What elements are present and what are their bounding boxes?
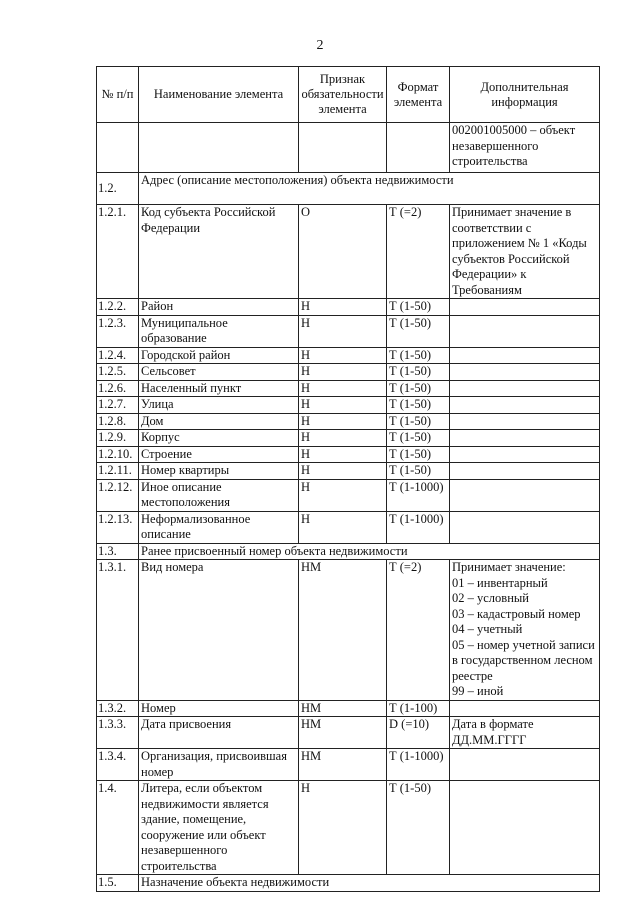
row-format: Т (1-50) xyxy=(387,413,450,430)
row-required: Н xyxy=(299,364,387,381)
table-row xyxy=(97,205,600,299)
row-format: Т (1-50) xyxy=(387,364,450,381)
table-header-row xyxy=(97,67,600,123)
row-name: Литера, если объектом недвижимости является здание, помещение, сооружение или объект незавершенного строительства xyxy=(139,781,299,875)
info-line: 04 – учетный xyxy=(452,622,523,636)
row-required xyxy=(299,123,387,173)
row-format: Т (1-50) xyxy=(387,463,450,480)
table-row xyxy=(97,123,600,173)
row-info xyxy=(450,397,600,414)
row-num: 1.2. xyxy=(97,173,139,205)
row-format: Т (1-50) xyxy=(387,347,450,364)
row-required: Н xyxy=(299,413,387,430)
section-title: Ранее присвоенный номер объекта недвижимости xyxy=(139,543,600,560)
row-name: Номер xyxy=(139,700,299,717)
table-row xyxy=(97,511,600,543)
table-row xyxy=(97,749,600,781)
row-info xyxy=(450,299,600,316)
info-line: Принимает значение: xyxy=(452,560,566,574)
row-num: 1.3.4. xyxy=(97,749,139,781)
row-name: Улица xyxy=(139,397,299,414)
info-line: 03 – кадастровый номер xyxy=(452,606,581,621)
row-num: 1.3. xyxy=(97,543,139,560)
row-format: Т (1-1000) xyxy=(387,479,450,511)
row-name: Номер квартиры xyxy=(139,463,299,480)
row-name: Иное описание местоположения xyxy=(139,479,299,511)
row-info xyxy=(450,380,600,397)
row-format: Т (1-50) xyxy=(387,781,450,875)
row-num: 1.2.11. xyxy=(97,463,139,480)
row-format: Т (=2) xyxy=(387,560,450,701)
row-num: 1.2.3. xyxy=(97,315,139,347)
row-required: Н xyxy=(299,397,387,414)
row-info xyxy=(450,781,600,875)
row-name: Строение xyxy=(139,446,299,463)
row-required: Н xyxy=(299,511,387,543)
table-row xyxy=(97,781,600,875)
table-row xyxy=(97,700,600,717)
row-num: 1.2.12. xyxy=(97,479,139,511)
row-required: Н xyxy=(299,463,387,480)
row-name: Район xyxy=(139,299,299,316)
page-number: 2 xyxy=(316,38,324,53)
row-required: НМ xyxy=(299,749,387,781)
row-name xyxy=(139,123,299,173)
row-num: 1.3.2. xyxy=(97,700,139,717)
row-format: Т (1-50) xyxy=(387,446,450,463)
info-line: 02 – условный xyxy=(452,591,529,605)
table-row xyxy=(97,430,600,447)
row-format: Т (1-1000) xyxy=(387,749,450,781)
row-required: Н xyxy=(299,446,387,463)
row-num: 1.2.13. xyxy=(97,511,139,543)
row-format: D (=10) xyxy=(387,717,450,749)
row-num: 1.2.7. xyxy=(97,397,139,414)
row-info xyxy=(450,463,600,480)
row-num: 1.2.10. xyxy=(97,446,139,463)
row-num: 1.2.2. xyxy=(97,299,139,316)
row-required: Н xyxy=(299,299,387,316)
info-line: 01 – инвентарный xyxy=(452,575,548,590)
row-format: Т (1-50) xyxy=(387,430,450,447)
row-info: Дата в формате ДД.ММ.ГГГГ xyxy=(450,717,600,749)
row-num: 1.3.3. xyxy=(97,717,139,749)
row-info xyxy=(450,315,600,347)
row-format: Т (1-50) xyxy=(387,397,450,414)
table-row xyxy=(97,315,600,347)
row-name: Код субъекта Российской Федерации xyxy=(139,205,299,299)
row-info xyxy=(450,430,600,447)
table-row xyxy=(97,347,600,364)
row-num: 1.2.1. xyxy=(97,205,139,299)
row-name: Дата присвоения xyxy=(139,717,299,749)
table-row xyxy=(97,463,600,480)
section-row xyxy=(97,875,600,892)
row-num: 1.5. xyxy=(97,875,139,892)
row-name: Сельсовет xyxy=(139,364,299,381)
row-format: Т (1-50) xyxy=(387,380,450,397)
table-row xyxy=(97,299,600,316)
row-num: 1.2.5. xyxy=(97,364,139,381)
header-num: № п/п xyxy=(97,67,139,123)
row-info xyxy=(450,446,600,463)
table-row xyxy=(97,479,600,511)
row-num: 1.2.6. xyxy=(97,380,139,397)
row-info xyxy=(450,560,600,701)
header-name: Наименование элемента xyxy=(139,67,299,123)
row-required: НМ xyxy=(299,560,387,701)
table-row xyxy=(97,397,600,414)
row-name: Населенный пункт xyxy=(139,380,299,397)
row-num: 1.2.8. xyxy=(97,413,139,430)
info-line: 05 – номер учетной записи xyxy=(452,637,595,652)
table-row xyxy=(97,446,600,463)
row-info xyxy=(450,700,600,717)
row-required: Н xyxy=(299,380,387,397)
table-row xyxy=(97,380,600,397)
row-name: Организация, присвоившая номер xyxy=(139,749,299,781)
header-format: Формат элемента xyxy=(387,67,450,123)
row-info xyxy=(450,749,600,781)
row-num: 1.4. xyxy=(97,781,139,875)
row-format: Т (1-50) xyxy=(387,315,450,347)
specification-table xyxy=(96,66,600,892)
row-required: Н xyxy=(299,430,387,447)
section-row xyxy=(97,543,600,560)
row-info: 002001005000 – объект незавершенного строительства xyxy=(450,123,600,173)
row-num: 1.2.4. xyxy=(97,347,139,364)
section-title: Адрес (описание местоположения) объекта недвижимости xyxy=(139,173,600,205)
row-info xyxy=(450,511,600,543)
section-title: Назначение объекта недвижимости xyxy=(139,875,600,892)
row-info xyxy=(450,479,600,511)
row-format: Т (1-100) xyxy=(387,700,450,717)
header-info: Дополнительная информация xyxy=(450,67,600,123)
row-info xyxy=(450,364,600,381)
table-row xyxy=(97,560,600,701)
table-row xyxy=(97,413,600,430)
table-row xyxy=(97,717,600,749)
row-name: Муниципальное образование xyxy=(139,315,299,347)
row-required: Н xyxy=(299,479,387,511)
info-line: 99 – иной xyxy=(452,684,504,698)
row-required: НМ xyxy=(299,717,387,749)
row-info xyxy=(450,413,600,430)
row-required: О xyxy=(299,205,387,299)
row-name: Вид номера xyxy=(139,560,299,701)
row-name: Городской район xyxy=(139,347,299,364)
row-name: Неформализованное описание xyxy=(139,511,299,543)
row-num xyxy=(97,123,139,173)
row-name: Корпус xyxy=(139,430,299,447)
row-required: НМ xyxy=(299,700,387,717)
row-num: 1.2.9. xyxy=(97,430,139,447)
row-required: Н xyxy=(299,347,387,364)
row-format: Т (1-50) xyxy=(387,299,450,316)
info-line: в государственном лесном реестре xyxy=(452,653,593,683)
section-row xyxy=(97,173,600,205)
row-info: Принимает значение в соответствии с приложением № 1 «Коды субъектов Российской Федерации» к Требованиям xyxy=(450,205,600,299)
row-name: Дом xyxy=(139,413,299,430)
row-required: Н xyxy=(299,315,387,347)
header-required: Признак обязательности элемента xyxy=(299,67,387,123)
row-format xyxy=(387,123,450,173)
row-format: Т (1-1000) xyxy=(387,511,450,543)
row-num: 1.3.1. xyxy=(97,560,139,701)
row-required: Н xyxy=(299,781,387,875)
table-row xyxy=(97,364,600,381)
row-info xyxy=(450,347,600,364)
row-format: Т (=2) xyxy=(387,205,450,299)
